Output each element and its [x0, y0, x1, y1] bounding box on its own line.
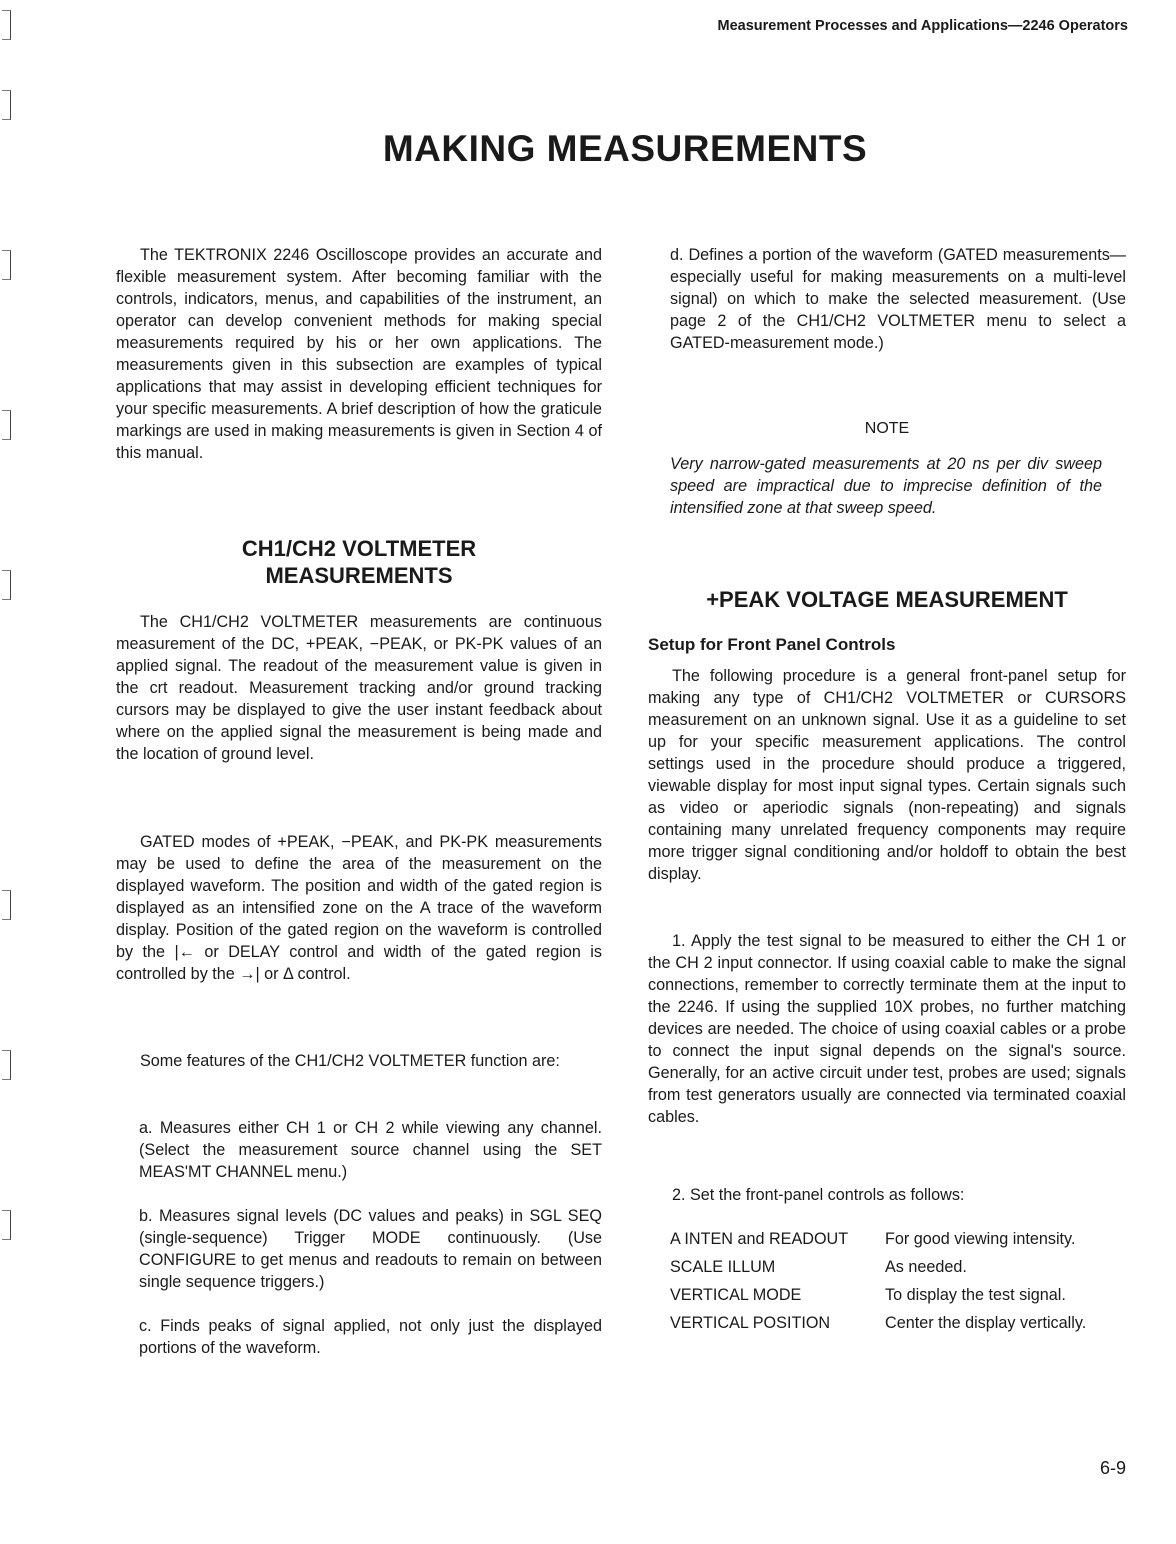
- control-name: A INTEN and READOUT: [670, 1230, 849, 1248]
- settings-row: [670, 1312, 1086, 1334]
- feature-item-d: d. Defines a portion of the waveform (GATED measurements—especially useful for making measurements on a multi-level signal) on which to make the selected measurement. (Use page 2 of the CH1/CH2 VOLTMETER menu to select a GATED-measurement mode.): [670, 246, 1126, 352]
- margin-mark: [2, 410, 11, 440]
- control-name: VERTICAL MODE: [670, 1286, 802, 1304]
- voltmeter-paragraph: The CH1/CH2 VOLTMETER measurements are continuous measurement of the DC, +PEAK, −PEAK, or PK-PK values of an applied signal. The readout of the measurement value is given in the crt readout. Measurement tracking and/or ground tracking cursors may be displayed to give the user instant feedback about where on the applied signal the measurement is being made and the location of ground level.: [116, 613, 602, 763]
- control-setting: Center the display vertically.: [885, 1314, 1087, 1332]
- margin-mark: [2, 570, 11, 600]
- step-2: 2. Set the front-panel controls as follows:: [672, 1186, 965, 1204]
- control-settings-table: [670, 1228, 1086, 1334]
- page-number: 6-9: [1099, 1458, 1126, 1478]
- control-name: VERTICAL POSITION: [670, 1314, 831, 1332]
- section-heading-voltmeter: [116, 535, 602, 589]
- note-text: Very narrow-gated measurements at 20 ns per div sweep speed are impractical due to imprecise definition of the intensified zone at that sweep speed.: [670, 455, 1102, 517]
- setup-subheading: Setup for Front Panel Controls: [648, 635, 896, 654]
- features-intro: Some features of the CH1/CH2 VOLTMETER function are:: [140, 1052, 560, 1070]
- margin-mark: [2, 890, 11, 920]
- settings-row: [670, 1256, 1086, 1284]
- heading-line: MEASUREMENTS: [265, 563, 453, 588]
- page-title: MAKING MEASUREMENTS: [382, 128, 868, 169]
- feature-item-a: a. Measures either CH 1 or CH 2 while viewing any channel. (Select the measurement source channel using the SET MEAS'MT CHANNEL menu.): [139, 1119, 602, 1181]
- control-setting: For good viewing intensity.: [885, 1230, 1076, 1248]
- margin-mark: [2, 90, 11, 120]
- section-heading-peak: +PEAK VOLTAGE MEASUREMENT: [706, 587, 1068, 612]
- setup-paragraph: The following procedure is a general front-panel setup for making any type of CH1/CH2 VOLTMETER or CURSORS measurement on an unknown signal. Use it as a guideline to set up for your specific measurement applications. The control settings used in the procedure should produce a triggered, viewable display for most input signal types. Certain signals such as video or aperiodic signals (non-repeating) and signals containing many unrelated frequency components may require more trigger signal conditioning and/or holdoff to obtain the best display.: [648, 667, 1126, 883]
- feature-item-b: b. Measures signal levels (DC values and peaks) in SGL SEQ (single-sequence) Trigger MODE continuously. (Use CONFIGURE to get menus and readouts to remain on between single sequence triggers.): [139, 1207, 602, 1291]
- settings-row: [670, 1284, 1086, 1312]
- control-name: SCALE ILLUM: [670, 1258, 776, 1276]
- control-setting: To display the test signal.: [885, 1286, 1066, 1304]
- running-header: Measurement Processes and Applications—2246 Operators: [717, 18, 1128, 34]
- margin-mark: [2, 1050, 11, 1080]
- feature-item-c: c. Finds peaks of signal applied, not only just the displayed portions of the waveform.: [139, 1317, 602, 1357]
- heading-line: CH1/CH2 VOLTMETER: [241, 536, 477, 561]
- margin-mark: [2, 1210, 11, 1240]
- settings-row: [670, 1228, 1086, 1256]
- intro-paragraph: The TEKTRONIX 2246 Oscilloscope provides an accurate and flexible measurement system. After becoming familiar with the controls, indicators, menus, and capabilities of the instrument, an operator can develop convenient methods for making special measurements required by his or her own applications. The measurements given in this subsection are examples of typical applications that may assist in developing efficient techniques for your specific measurements. A brief description of how the graticule markings are used in making measurements is given in Section 4 of this manual.: [116, 246, 602, 462]
- margin-mark: [2, 250, 11, 280]
- note-label: NOTE: [864, 420, 910, 437]
- margin-mark: [2, 10, 11, 40]
- step-1: 1. Apply the test signal to be measured to either the CH 1 or the CH 2 input connector. If using coaxial cable to make the signal connections, remember to correctly terminate them at the input to the 2246. If using the supplied 10X probes, no further matching devices are needed. The choice of using coaxial cables or a probe to connect the input signal depends on the signal's source. Generally, for an active circuit under test, probes are used; signals from test generators usually are connected via terminated coaxial cables.: [648, 932, 1126, 1126]
- control-setting: As needed.: [885, 1258, 967, 1276]
- gated-paragraph: GATED modes of +PEAK, −PEAK, and PK-PK measurements may be used to define the area of the measurement on the displayed waveform. The position and width of the gated region is displayed as an intensified zone on the A trace of the waveform display. Position of the gated region on the waveform is controlled by the |← or DELAY control and width of the gated region is controlled by the →| or Δ control.: [116, 833, 602, 983]
